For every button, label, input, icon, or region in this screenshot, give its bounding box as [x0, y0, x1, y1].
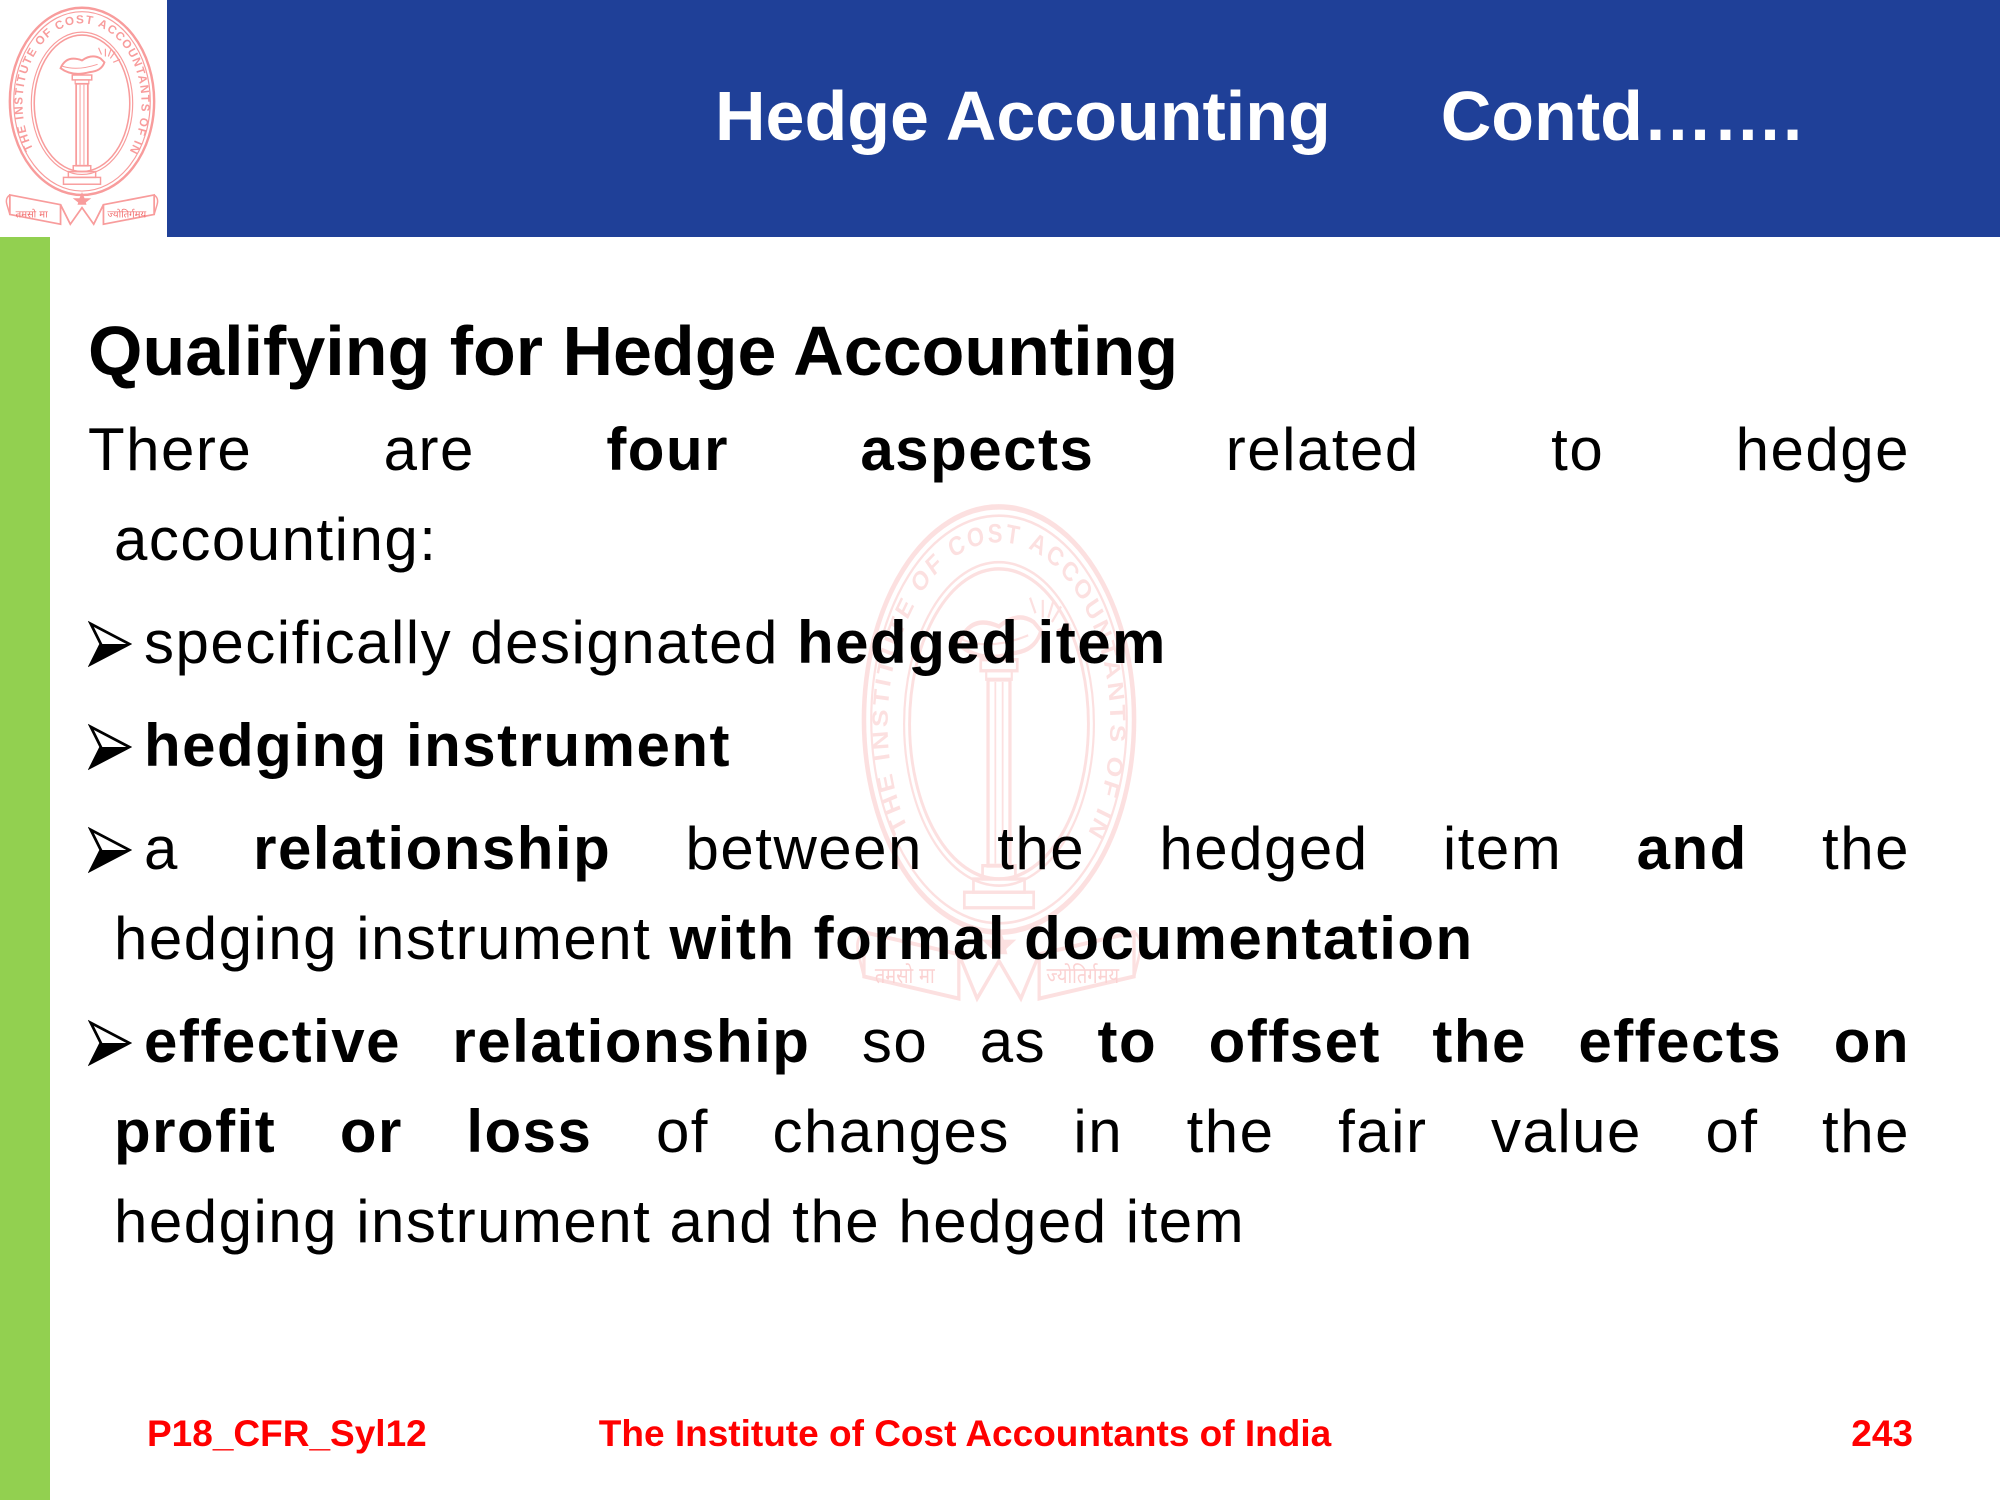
text-segment: hedging instrument: [114, 905, 670, 972]
bullet-item: [88, 701, 1910, 791]
text-segment: fair: [1338, 1098, 1428, 1165]
text-segment: relationship: [452, 1008, 811, 1075]
bullet-lead: [88, 997, 401, 1087]
slide-title-text: Hedge Accounting: [715, 77, 1331, 155]
text-segment: with formal documentation: [669, 905, 1474, 972]
green-accent-stripe: [0, 237, 50, 1500]
text-line: [114, 894, 1910, 984]
text-segment: are: [383, 416, 475, 483]
text-segment: so: [861, 1008, 929, 1075]
text-segment: a: [144, 815, 179, 882]
footer-course-code: P18_CFR_Syl12: [147, 1413, 427, 1454]
slide-body: [88, 237, 1910, 1267]
bullet-arrow-icon: [88, 826, 132, 874]
text-segment: of: [655, 1098, 709, 1165]
text-segment: in: [1073, 1098, 1124, 1165]
body-heading: Qualifying for Hedge Accounting: [88, 312, 1179, 390]
text-segment: the: [1822, 1098, 1910, 1165]
bullet-arrow-icon: [88, 1019, 132, 1067]
bullet-item: [88, 598, 1910, 688]
footer-page-number: 243: [1851, 1413, 1913, 1454]
text-segment: to: [1551, 416, 1605, 483]
text-segment: loss: [466, 1098, 593, 1165]
text-line: [88, 598, 1910, 688]
text-segment: between: [685, 815, 923, 882]
text-line: [88, 701, 1910, 791]
text-segment: accounting:: [114, 506, 438, 573]
text-segment: value: [1490, 1098, 1642, 1165]
text-line: [88, 405, 1910, 495]
text-segment: effective: [144, 1008, 401, 1075]
slide-title-contd: Contd…….: [1440, 77, 1803, 155]
text-segment: aspects: [860, 416, 1095, 483]
text-segment: There: [88, 416, 253, 483]
paragraph: [88, 405, 1910, 585]
bullet-item: [88, 804, 1910, 984]
bullet-arrow-icon: [88, 723, 132, 771]
body-paragraphs: [88, 405, 1910, 1267]
text-segment: four: [606, 416, 729, 483]
slide-header-bar: [167, 0, 2000, 237]
text-segment: specifically designated: [144, 609, 798, 676]
text-line: [114, 1177, 1910, 1267]
text-segment: the: [997, 815, 1086, 882]
text-segment: on: [1833, 1008, 1910, 1075]
text-segment: relationship: [253, 815, 612, 882]
text-segment: the: [1186, 1098, 1275, 1165]
bullet-arrow-icon: [88, 620, 132, 668]
text-segment: offset: [1208, 1008, 1381, 1075]
text-segment: hedge: [1735, 416, 1910, 483]
text-segment: the: [1822, 815, 1910, 882]
icai-logo-corner: [4, 2, 160, 228]
text-segment: hedged: [1159, 815, 1369, 882]
bullet-item: [88, 997, 1910, 1267]
text-segment: item: [1442, 815, 1563, 882]
text-segment: as: [979, 1008, 1047, 1075]
text-line: [114, 495, 1910, 585]
slide-title: [715, 66, 1802, 166]
text-segment: hedging instrument and the hedged item: [114, 1188, 1246, 1255]
text-segment: effects: [1578, 1008, 1783, 1075]
text-segment: related: [1225, 416, 1420, 483]
text-segment: of: [1705, 1098, 1759, 1165]
text-segment: profit: [114, 1098, 277, 1165]
text-line: [88, 804, 1910, 894]
text-segment: changes: [772, 1098, 1010, 1165]
text-line: [88, 997, 1910, 1087]
bullet-lead: [88, 804, 179, 894]
text-segment: and: [1636, 815, 1748, 882]
text-segment: hedged item: [797, 609, 1167, 676]
text-segment: or: [339, 1098, 403, 1165]
text-segment: to: [1097, 1008, 1158, 1075]
footer-institute-name: The Institute of Cost Accountants of India: [598, 1413, 1332, 1454]
text-line: [114, 1087, 1910, 1177]
text-segment: hedging instrument: [144, 712, 731, 779]
text-segment: the: [1432, 1008, 1527, 1075]
